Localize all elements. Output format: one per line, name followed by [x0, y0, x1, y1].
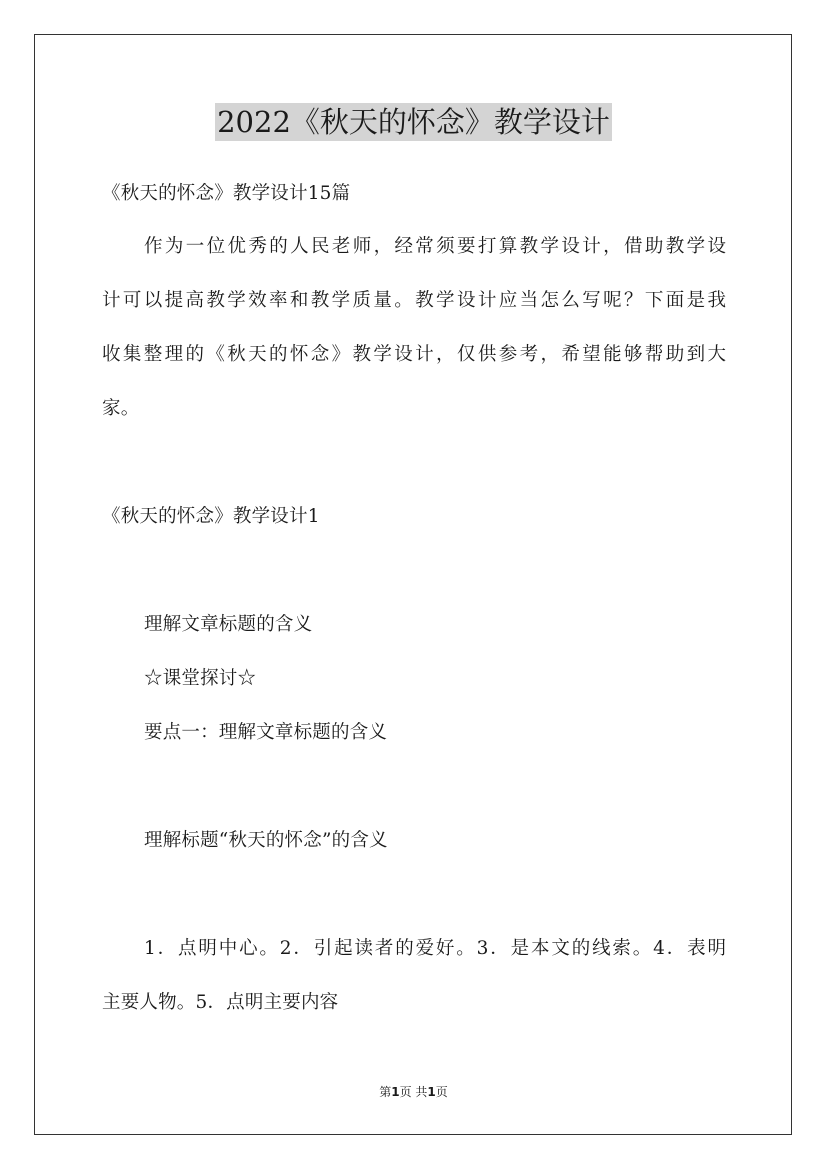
section-heading: 《秋天的怀念》教学设计1: [102, 506, 320, 527]
paragraph-item-4: 理解标题“秋天的怀念”的含义: [144, 830, 388, 851]
footer-page-number: 1: [391, 1085, 400, 1099]
footer-prefix: 第: [379, 1085, 392, 1099]
title-container: [0, 103, 827, 141]
answer-line-1: 1．点明中心。2．引起读者的爱好。3．是本文的线索。4．表明: [144, 938, 726, 959]
footer-suffix: 页: [435, 1085, 448, 1099]
paragraph-item-2: ☆课堂探讨☆: [144, 668, 257, 689]
intro-line-3: 收集整理的《秋天的怀念》教学设计，仅供参考，希望能够帮助到大: [102, 344, 726, 365]
intro-line-1: 作为一位优秀的人民老师，经常须要打算教学设计，借助教学设: [144, 236, 726, 257]
paragraph-item-3: 要点一：理解文章标题的含义: [144, 722, 388, 743]
document-subtitle: 《秋天的怀念》教学设计15篇: [102, 183, 351, 204]
page-footer: [0, 1084, 827, 1100]
answer-line-2: 主要人物。5．点明主要内容: [102, 992, 339, 1013]
paragraph-item-1: 理解文章标题的含义: [144, 614, 313, 635]
intro-line-2: 计可以提高教学效率和教学质量。教学设计应当怎么写呢？下面是我: [102, 290, 726, 311]
footer-total-pages: 1: [427, 1085, 436, 1099]
document-title: 2022《秋天的怀念》教学设计: [217, 105, 610, 139]
intro-line-4: 家。: [102, 398, 140, 419]
footer-mid: 页 共: [399, 1085, 428, 1099]
